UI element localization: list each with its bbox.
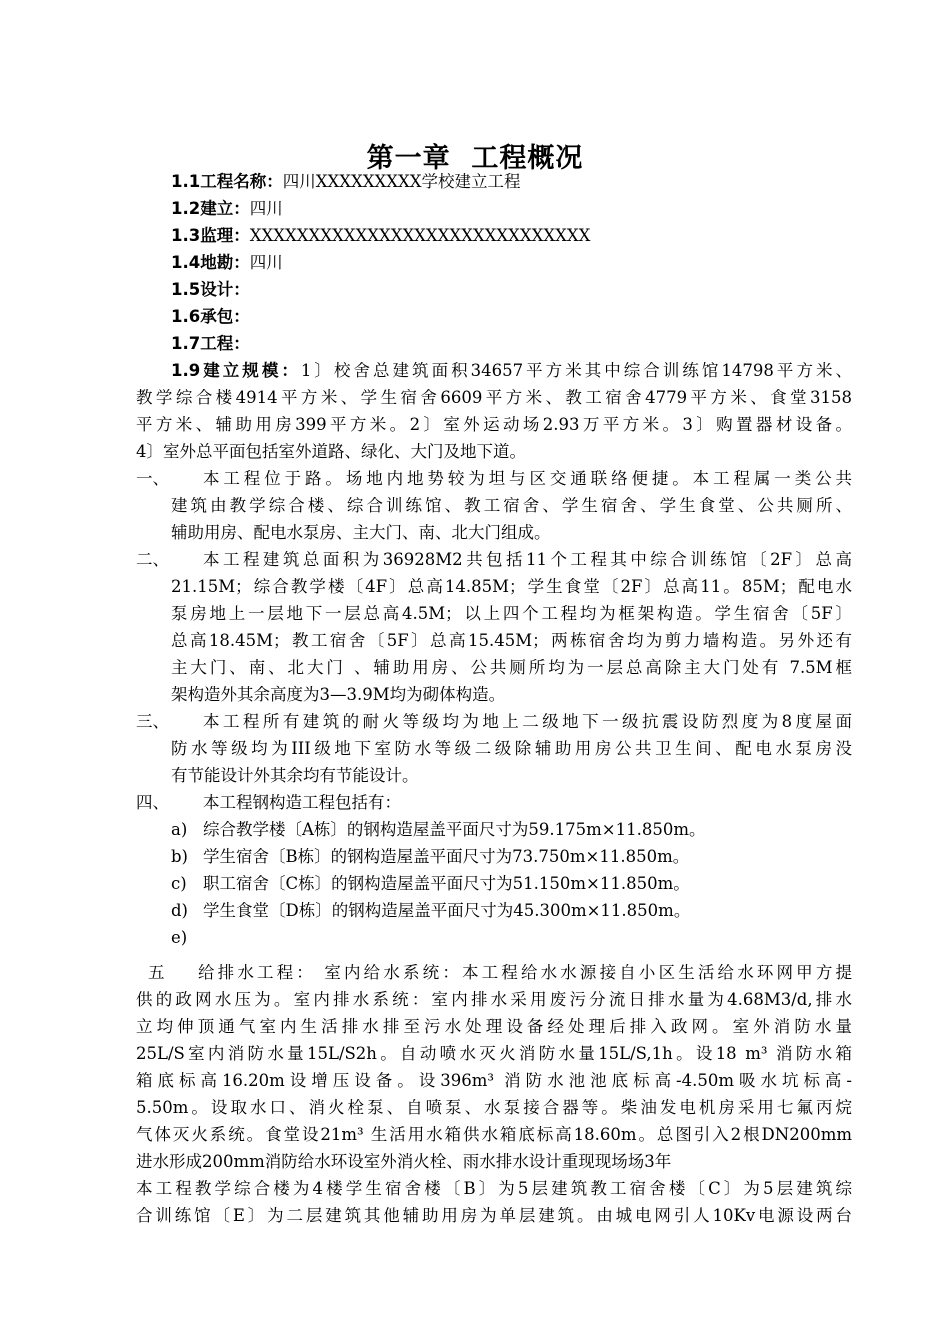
item-value: 四川XXXXXXXXX学校建立工程 xyxy=(282,172,521,191)
item-label: 1.1工程名称： xyxy=(171,172,283,191)
item-design xyxy=(171,279,250,301)
water-line: 25L/S室内消防水量15L/S2h。自动喷水灭火消防水量15L/S,1h。设18 m³ 消防水箱 xyxy=(136,1044,852,1063)
item-supervisor xyxy=(171,225,590,247)
water-line: 给排水工程： 室内给水系统：本工程给水水源接自小区生活给水环网甲方提 xyxy=(198,963,852,982)
item-value: 四川 xyxy=(249,199,283,218)
section-number: 二、 xyxy=(136,550,169,569)
item-label: 1.6承包： xyxy=(171,307,250,326)
section-2-line: 21.15M；综合教学楼〔4F〕总高14.85M；学生食堂〔2F〕总高11。85M；配电水 xyxy=(171,577,852,596)
water-line: 箱底标高16.20m设增压设备。设396m³ 消防水池池底标高-4.50m吸水坑标高- xyxy=(136,1071,852,1090)
steel-item-a: a) 综合教学楼〔A栋〕的钢构造屋盖平面尺寸为59.175m×11.850m。 xyxy=(171,820,706,839)
water-line: 5.50m。设取水口、消火栓泵、自喷泵、水泵接合器等。柴油发电机房采用七氟丙烷 xyxy=(136,1098,852,1117)
section-4-line: 本工程钢构造工程包括有： xyxy=(203,793,401,812)
item-label: 1.7工程： xyxy=(171,334,250,353)
section-3-line: 本工程所有建筑的耐火等级均为地上二级地下一级抗震设防烈度为8度屋面 xyxy=(203,712,852,731)
section-2-line: 总高18.45M；教工宿舍〔5F〕总高15.45M；两栋宿舍均为剪力墙构造。另外还有 xyxy=(171,631,852,650)
section-2-line: 架构造外其余高度为3—3.9M均为砌体构造。 xyxy=(171,685,506,704)
section-1-line: 辅助用房、配电水泵房、主大门、南、北大门组成。 xyxy=(171,523,551,542)
item-label: 1.3监理： xyxy=(171,226,250,245)
water-line: 气体灭火系统。食堂设21m³ 生活用水箱供水箱底标高18.60m。总图引入2根DN200mm xyxy=(136,1125,852,1144)
section-2-line: 主大门、南、北大门 、辅助用房、公共厕所均为一层总高除主大门处有 7.5M框 xyxy=(171,658,852,677)
section-number: 四、 xyxy=(136,793,169,812)
scale-line-3: 平方米、辅助用房399平方米。2〕室外运动场2.93万平方米。3〕购置器材设备。 xyxy=(136,415,852,434)
steel-item-d: d) 学生食堂〔D栋〕的钢构造屋盖平面尺寸为45.300m×11.850m。 xyxy=(171,901,691,920)
water-line: 进水形成200mm消防给水环设室外消火栓、雨水排水设计重现现场场3年 xyxy=(136,1152,672,1171)
steel-item-c: c) 职工宿舍〔C栋〕的钢构造屋盖平面尺寸为51.150m×11.850m。 xyxy=(171,874,690,893)
scale-line-1: 1.9建立规模：1〕校舍总建筑面积34657平方米其中综合训练馆14798平方米、 xyxy=(171,361,852,380)
section-1-line: 本工程位于路。场地内地势较为坦与区交通联络便捷。本工程属一类公共 xyxy=(203,469,852,488)
section-3-line: 有节能设计外其余均有节能设计。 xyxy=(171,766,419,785)
section-2-line: 泵房地上一层地下一层总高4.5M；以上四个工程均为框架构造。学生宿舍〔5F〕 xyxy=(171,604,852,623)
water-line: 本工程教学综合楼为4楼学生宿舍楼〔B〕为5层建筑教工宿舍楼〔C〕为5层建筑综 xyxy=(136,1179,852,1198)
scale-label: 1.9建立规模： xyxy=(171,361,301,380)
section-number: 一、 xyxy=(136,469,169,488)
scale-line-4: 4〕室外总平面包括室外道路、绿化、大门及地下道。 xyxy=(136,442,526,461)
item-project xyxy=(171,333,250,355)
water-line: 立均伸顶通气室内生活排水排至污水处理设备经处理后排入政网。室外消防水量 xyxy=(136,1017,852,1036)
section-number: 三、 xyxy=(136,712,169,731)
section-3-line: 防水等级均为III级地下室防水等级二级除辅助用房公共卫生间、配电水泵房没 xyxy=(171,739,852,758)
chapter-title: 第一章 工程概况 xyxy=(366,143,584,174)
scale-line-2: 教学综合楼4914平方米、学生宿舍6609平方米、教工宿舍4779平方米、食堂3158 xyxy=(136,388,852,407)
water-line: 供的政网水压为。室内排水系统：室内排水采用废污分流日排水量为4.68M3/d,排水 xyxy=(136,990,852,1009)
water-line: 合训练馆〔E〕为二层建筑其他辅助用房为单层建筑。由城电网引人10Kv电源设两台 xyxy=(136,1206,852,1225)
item-label: 1.5设计： xyxy=(171,280,250,299)
section-2-line: 本工程建筑总面积为36928M2共包括11个工程其中综合训练馆〔2F〕总高 xyxy=(203,550,852,569)
item-label: 1.2建立： xyxy=(171,199,250,218)
section-number: 五 xyxy=(148,963,165,982)
item-label: 1.4地勘： xyxy=(171,253,250,272)
steel-item-b: b) 学生宿舍〔B栋〕的钢构造屋盖平面尺寸为73.750m×11.850m。 xyxy=(171,847,690,866)
item-name xyxy=(171,171,520,193)
item-contractor xyxy=(171,306,250,328)
steel-item-e: e) xyxy=(171,928,188,947)
item-survey xyxy=(171,252,283,274)
item-value: 四川 xyxy=(249,253,283,272)
item-value: XXXXXXXXXXXXXXXXXXXXXXXXXXXXX xyxy=(249,226,591,245)
item-builder xyxy=(171,198,283,220)
section-1-line: 建筑由教学综合楼、综合训练馆、教工宿舍、学生宿舍、学生食堂、公共厕所、 xyxy=(171,496,852,515)
